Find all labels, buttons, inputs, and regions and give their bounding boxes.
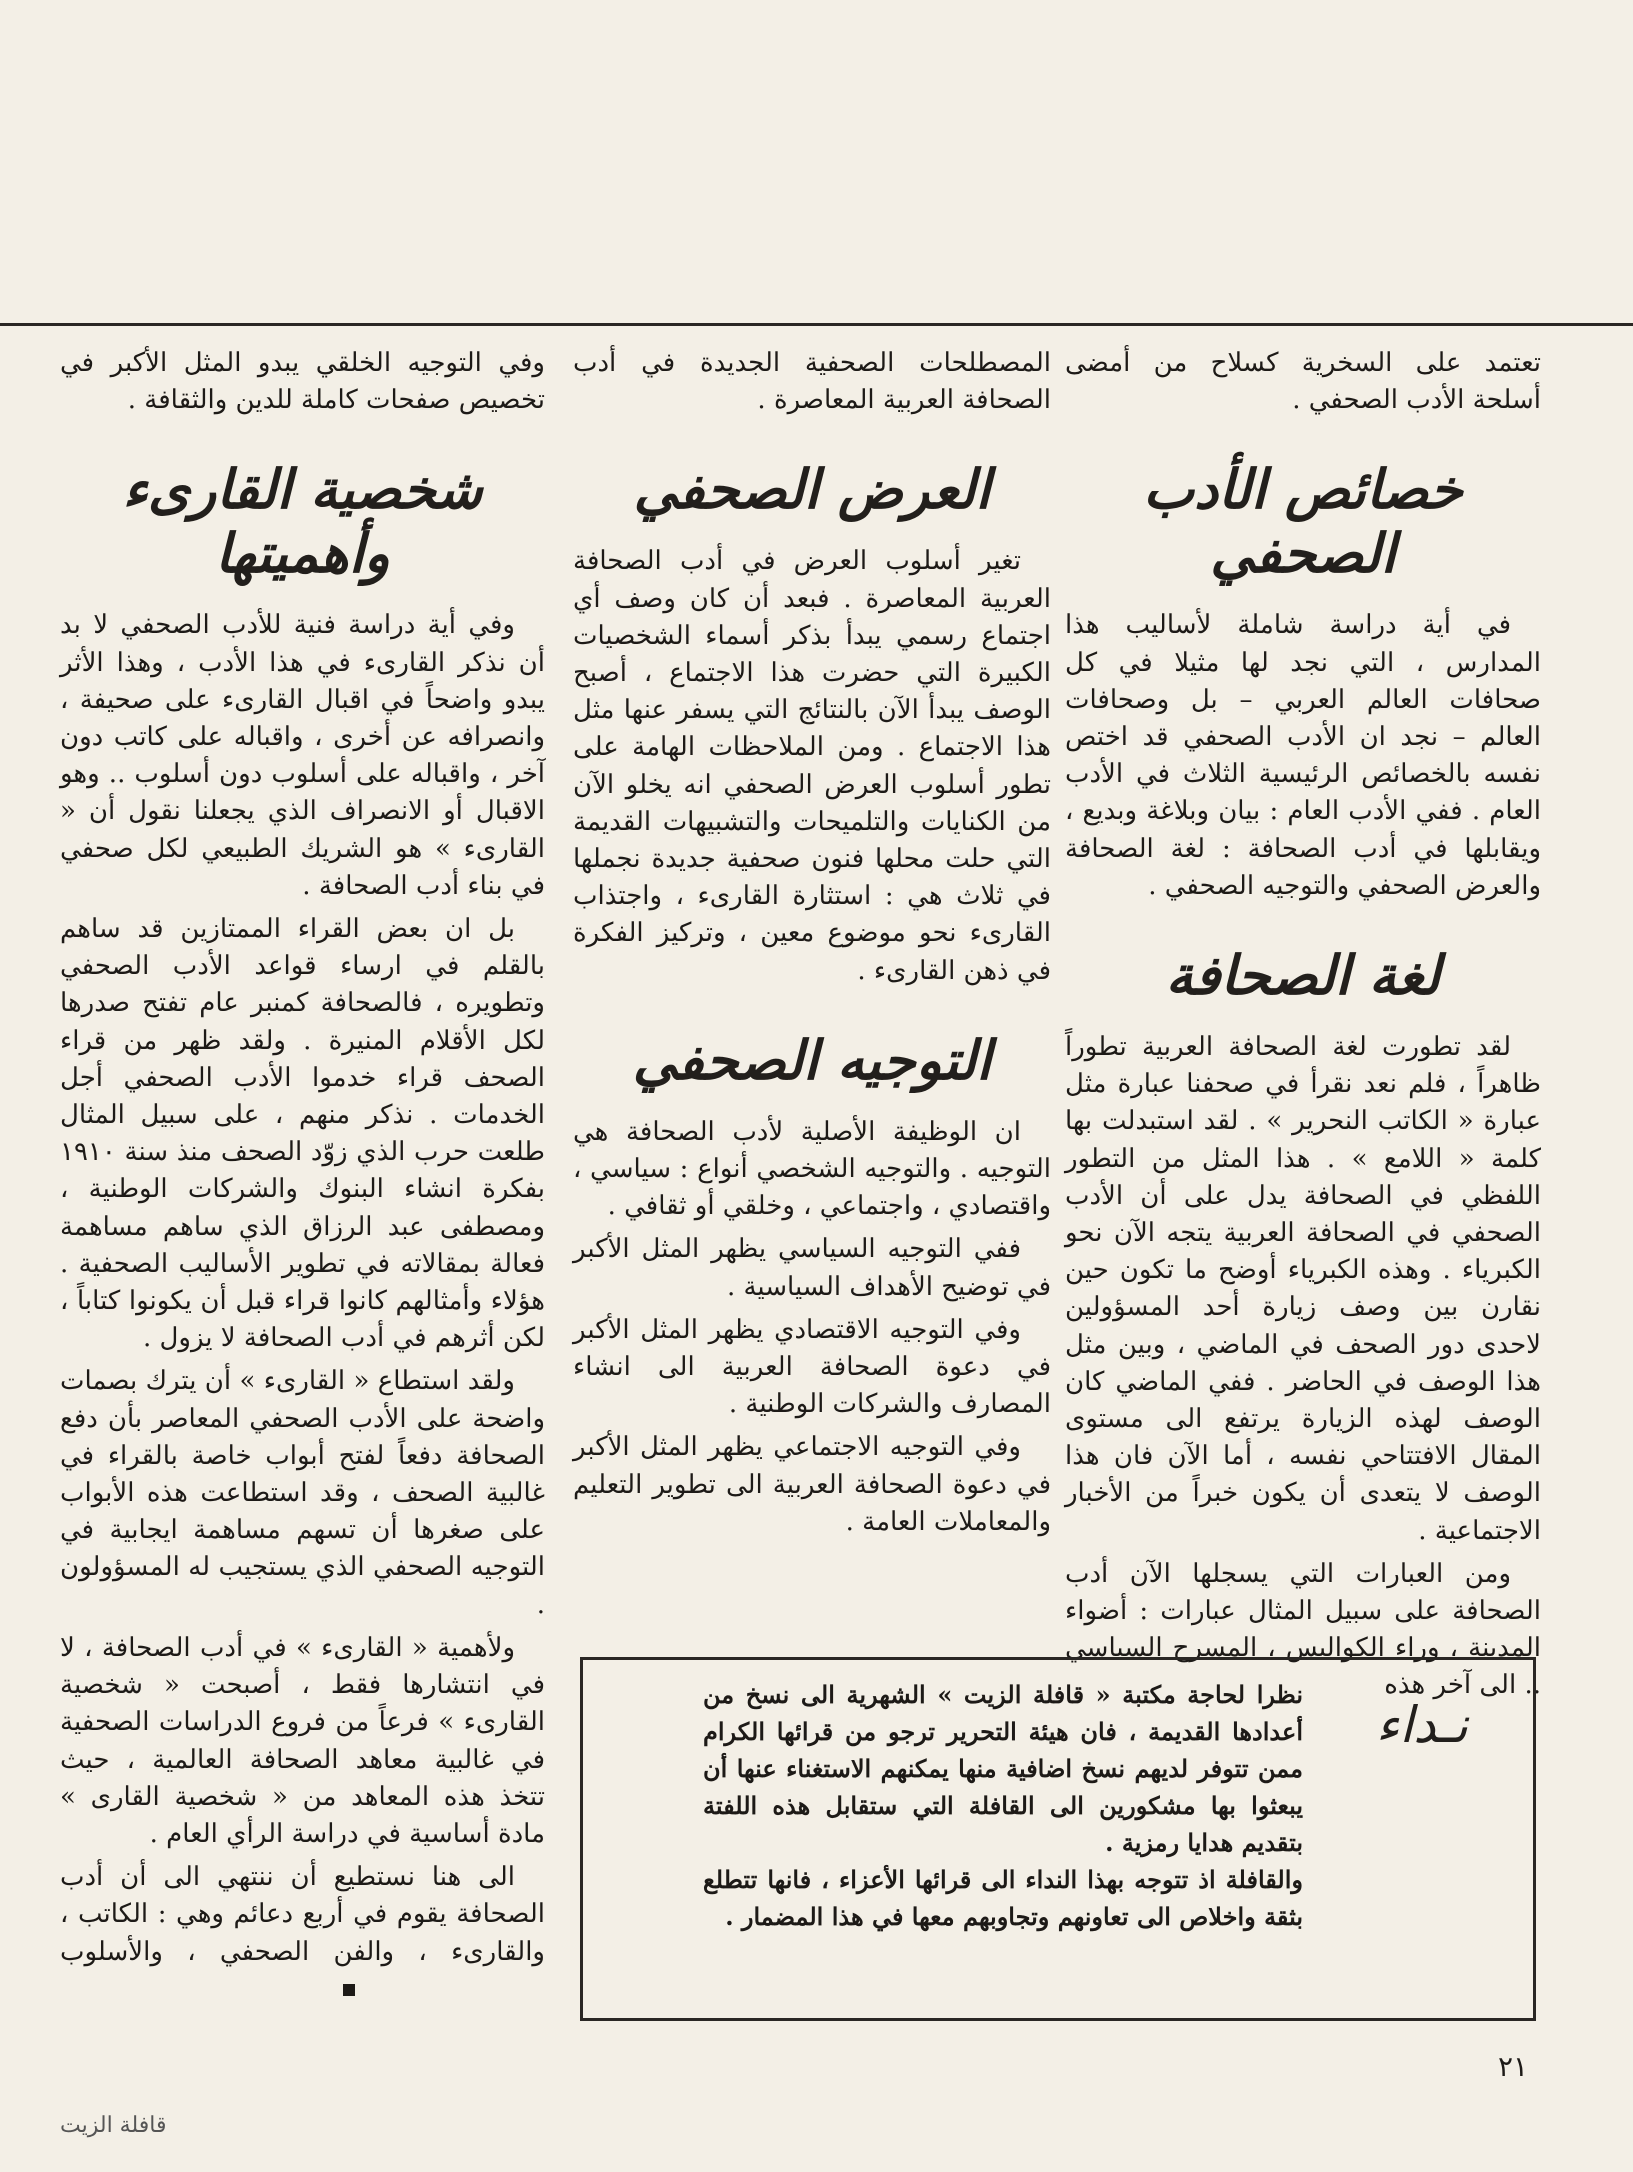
- magazine-name: قافلة الزيت: [60, 2113, 167, 2138]
- section-heading: لغة الصحافة: [1165, 943, 1441, 1008]
- paragraph: وفي أية دراسة فنية للأدب الصحفي لا بد أن نذكر القارىء في هذا الأدب ، وهذا الأثر يبدو واضحاً في اقبال القارىء على صحيفة ، وانصرافه عن أخرى ، واقباله على كاتب دون آخر ، واقباله على أسلوب دون أسلوب .. وهو الاقبال أو الانصراف الذي يجعلنا نقول أن « القارىء » هو الشريك الطبيعي لكل صحفي في بناء أدب الصحافة .: [60, 610, 545, 901]
- section-heading: التوجيه الصحفي: [632, 1027, 992, 1092]
- column-intro: المصطلحات الصحفية الجديدة في أدب الصحافة العربية المعاصرة .: [573, 348, 1051, 416]
- paragraph: ولأهمية « القارىء » في أدب الصحافة ، لا في انتشارها فقط ، أصبحت « شخصية القارىء » فرعاً من فروع الدراسات الصحفية في غالبية معاهد الصحافة العالمية ، حيث تتخذ هذه المعاهد من « شخصية القارى » مادة أساسية في دراسة الرأي العام .: [60, 1632, 545, 1849]
- notice-paragraph: نظرا لحاجة مكتبة « قافلة الزيت » الشهرية الى نسخ من أعدادها القديمة ، فان هيئة التحرير ترجو من قرائها الكرام ممن تتوفر لديهم نسخ اضافية منها يمكنهم الاستغناء عنها أن يبعثوا بها مشكورين الى القافلة التي ستقابل هذه اللفتة بتقديم هدايا رمزية .: [703, 1680, 1303, 1857]
- paragraph: ولقد استطاع « القارىء » أن يترك بصمات واضحة على الأدب الصحفي المعاصر بأن دفع الصحافة دفعاً لفتح أبواب خاصة بالقراء في غالبية الصحف ، وقد استطاعت هذه الأبواب على صغرها أن تسهم مساهمة ايجابية في التوجيه الصحفي الذي يستجيب له المسؤولون .: [60, 1366, 545, 1620]
- notice-box: [580, 1657, 1536, 2021]
- paragraph: بل ان بعض القراء الممتازين قد ساهم بالقلم في ارساء قواعد الأدب الصحفي وتطويره ، فالصحافة كمنبر عام تفتح صدرها لكل الأقلام المنيرة . ولقد ظهر من قراء الصحف قراء خدموا الأدب الصحفي أجل الخدمات . نذكر منهم ، على سبيل المثال طلعت حرب الذي زوّد الصحف منذ سنة ١٩١٠ بفكرة انشاء البنوك والشركات الوطنية ، ومصطفى عبد الرزاق الذي ساهم مساهمة فعالة بمقالاته في تطوير الأساليب الصحفية . هؤلاء وأمثالهم كانوا قراء قبل أن يكونوا كتاباً ، لكن أثرهم في أدب الصحافة لا يزول .: [60, 914, 545, 1354]
- page-number: ٢١: [1498, 2050, 1529, 2083]
- paragraph: ومن العبارات التي يسجلها الآن أدب الصحافة على سبيل المثال عبارات : أضواء المدينة ، وراء الكواليس ، المسرح السياسي .. الى آخر هذه: [1065, 1558, 1541, 1701]
- notice-body: [703, 1676, 1303, 1935]
- paragraph: وفي التوجيه الاجتماعي يظهر المثل الأكبر في دعوة الصحافة العربية الى تطوير التعليم والمعاملات العامة .: [573, 1432, 1051, 1537]
- section-heading: العرض الصحفي: [633, 457, 991, 522]
- notice-title: نـداء: [1375, 1696, 1469, 1754]
- paragraph: ففي التوجيه السياسي يظهر المثل الأكبر في توضيح الأهداف السياسية .: [573, 1234, 1051, 1302]
- section-heading: شخصية القارىء وأهميتها: [122, 457, 483, 586]
- paragraph: [60, 1859, 545, 2008]
- column-middle: [573, 345, 1051, 1547]
- column-intro: تعتمد على السخرية كسلاح من أمضى أسلحة الأدب الصحفي .: [1065, 348, 1541, 416]
- paragraph: تغير أسلوب العرض في أدب الصحافة العربية المعاصرة . فبعد أن كان وصف أي اجتماع رسمي يبدأ بذكر أسماء الشخصيات الكبيرة التي حضرت هذا الاجتماع ، أصبح الوصف يبدأ الآن بالنتائج التي يسفر عنها مثل هذا الاجتماع . ومن الملاحظات الهامة على تطور أسلوب العرض الصحفي انه يخلو الآن من الكنايات والتلميحات والتشبيهات القديمة التي حلت محلها فنون صحفية جديدة نجملها في ثلاث هي : استثارة القارىء ، واجتذاب القارىء نحو موضوع معين ، وتركيز الفكرة في ذهن القارىء .: [573, 546, 1051, 986]
- column-left: [60, 345, 545, 2014]
- column-intro: وفي التوجيه الخلقي يبدو المثل الأكبر في تخصيص صفحات كاملة للدين والثقافة .: [60, 348, 545, 416]
- paragraph: وفي التوجيه الاقتصادي يظهر المثل الأكبر في دعوة الصحافة العربية الى انشاء المصارف والشركات الوطنية .: [573, 1314, 1051, 1420]
- top-rule: [0, 323, 1633, 326]
- column-right: [1065, 345, 1541, 1711]
- end-of-article-mark: [343, 1984, 355, 1996]
- paragraph: في أية دراسة شاملة لأساليب هذا المدارس ، التي نجد لها مثيلا في كل صحافات العالم العربي – بل وصحافات العالم – نجد ان الأدب الصحفي قد اختص نفسه بالخصائص الرئيسية الثلاث في الأدب العام . ففي الأدب العام : بيان وبلاغة وبديع ، ويقابلها في أدب الصحافة : لغة الصحافة والعرض الصحفي والتوجيه الصحفي .: [1065, 610, 1541, 901]
- paragraph-text: الى هنا نستطيع أن ننتهي الى أن أدب الصحافة يقوم في أربع دعائم وهي : الكاتب ، والقارىء ، والفن الصحفي ، والأسلوب: [60, 1862, 545, 1967]
- paragraph: ان الوظيفة الأصلية لأدب الصحافة هي التوجيه . والتوجيه الشخصي أنواع : سياسي ، واقتصادي ، واجتماعي ، وخلقي أو ثقافي .: [573, 1116, 1051, 1222]
- paragraph: لقد تطورت لغة الصحافة العربية تطوراً ظاهراً ، فلم نعد نقرأ في صحفنا عبارة مثل عبارة « الكاتب النحرير » . لقد استبدلت بها كلمة « اللامع » . هذا المثل من التطور اللفظي في الصحافة يدل على أن الأدب الصحفي في الصحافة العربية يتجه الآن نحو الكبرياء . وهذه الكبرياء أوضح ما تكون حين نقارن بين وصف زيارة أحد المسؤولين لاحدى دور الصحف في الماضي ، وبين مثل هذا الوصف في الحاضر . ففي الماضي كان الوصف لهذه الزيارة يرتفع الى مستوى المقال الافتتاحي نفسه ، أما الآن فان هذا الوصف لا يتعدى أن يكون خبراً من الأخبار الاجتماعية .: [1065, 1032, 1541, 1546]
- section-heading: خصائص الأدب الصحفي: [1143, 457, 1463, 586]
- notice-paragraph: والقافلة اذ تتوجه بهذا النداء الى قرائها الأعزاء ، فانها تتطلع بثقة واخلاص الى تعاونهم وتجاوبهم معها في هذا المضمار .: [703, 1865, 1303, 1931]
